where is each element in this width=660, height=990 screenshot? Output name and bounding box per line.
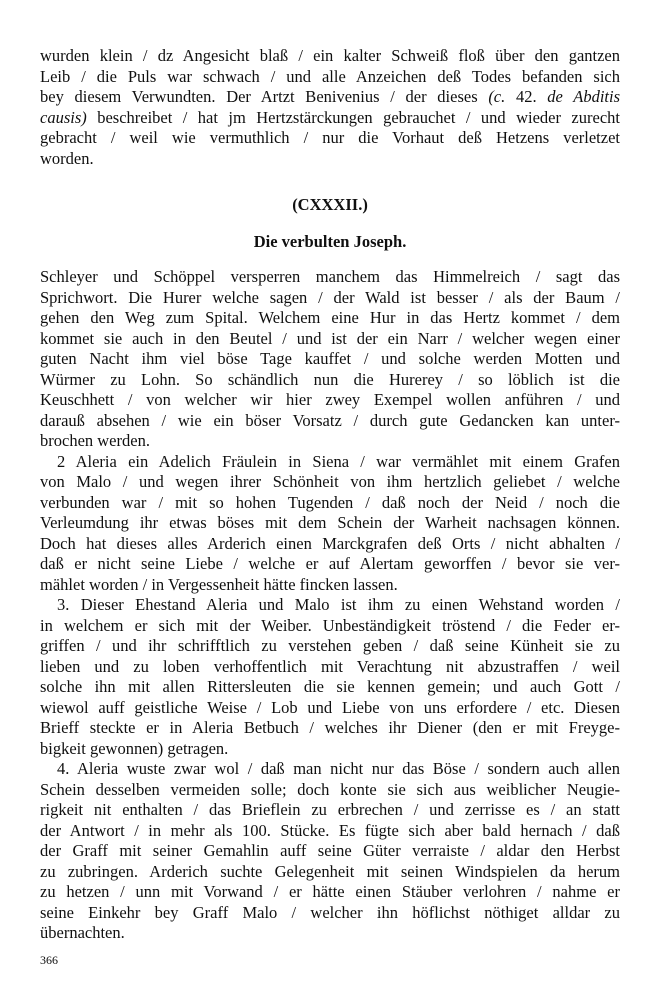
text-segment: mählet worden / in Vergessenheit hätte fincken lassen.: [40, 574, 398, 594]
text-segment: beschreibet / hat jm Hertzstärckungen gebrauchet / und wieder zurecht: [86, 107, 620, 127]
text-segment: rigkeit nit enthalten / das Brieflein zu erbrechen / und zerrisse es / an statt: [40, 800, 620, 819]
text-line: [40, 718, 620, 739]
text-line: [40, 349, 620, 370]
text-line: [40, 759, 620, 780]
text-segment: brochen werden.: [40, 431, 150, 450]
italic-text-segment: causis): [40, 107, 87, 127]
text-line: [40, 493, 620, 514]
text-line: [40, 149, 620, 170]
text-segment: kommet sie auch in den Beutel / und ist der ein Narr / welcher wegen einer: [40, 328, 620, 348]
text-line: [40, 616, 620, 637]
text-segment: 2 Aleria ein Adelich Fräulein in Siena / war vermählet mit einem Grafen: [57, 451, 620, 471]
text-segment: von Malo / und wegen ihrer Schönheit von ihm hertzlich geliebet / welche: [40, 472, 620, 491]
text-segment: Sprichwort. Die Hurer welche sagen / der Wald ist besser / als der Baum /: [40, 287, 620, 307]
text-line: [40, 452, 620, 473]
text-segment: zu hetzen / unn mit Vorwand / er hätte einen Stäuber verlohren / nahme er: [40, 882, 620, 901]
text-line: [40, 677, 620, 698]
text-line: [40, 903, 620, 924]
text-line: [40, 534, 620, 555]
text-segment: wurden klein / dz Angesicht blaß / ein kalter Schweiß floß über den gantzen: [40, 46, 620, 65]
text-segment: verbunden war / mit so hohen Tugenden / daß noch der Neid / noch die: [40, 492, 620, 512]
text-line: [40, 841, 620, 862]
chapter-heading: (CXXXII.): [292, 195, 368, 214]
text-segment: solche ihn mit allen Rittersleuten die sie kennen gemein; und auch Gott /: [40, 677, 620, 696]
paragraph: [40, 267, 620, 452]
text-segment: Verleumdung ihr etwas böses mit dem Schein der Warheit nachsagen können.: [40, 513, 620, 532]
text-line: [40, 390, 620, 411]
text-segment: Brieff steckte er in Aleria Betbuch / welches ihr Diener (den er mit Freyge-: [40, 718, 620, 737]
text-segment: gebracht / weil wie vermuthlich / nur die Vorhaut deß Hetzens verletzet: [40, 128, 620, 147]
text-line: [40, 288, 620, 309]
text-segment: wiewol auff geistliche Weise / Lob und Liebe von uns erfordere / etc. Diesen: [40, 697, 620, 717]
text-segment: Schein desselben vermeiden solle; doch konte sie sich aus weiblicher Neugie-: [40, 779, 620, 799]
text-line: [40, 87, 620, 108]
italic-text-segment: de Abditis: [547, 87, 620, 106]
text-line: [40, 46, 620, 67]
text-line: [40, 108, 620, 129]
text-line: [40, 882, 620, 903]
text-segment: bey diesem Verwundten. Der Artzt Benivenius / der dieses: [40, 87, 489, 106]
text-segment: der Graff mit seiner Gemahlin auff seine Güter verraiste / aldar den Herbst: [40, 841, 620, 860]
text-segment: gehen den Weg zum Spital. Welchem eine Hur in das Hertz kommet / dem: [40, 308, 620, 327]
text-line: [40, 431, 620, 452]
italic-text-segment: (c.: [488, 87, 506, 106]
paragraph: [40, 595, 620, 759]
text-line: [40, 67, 620, 88]
paragraph: [40, 46, 620, 169]
text-segment: Leib / die Puls war schwach / und alle Anzeichen deß Todes befanden sich: [40, 66, 620, 86]
text-segment: darauß absehen / wie ein böser Vorsatz / durch gute Gedancken kan unter-: [40, 410, 620, 430]
text-segment: Doch hat dieses alles Arderich einen Marckgrafen deß Orts / nicht abhalten /: [40, 533, 620, 553]
text-segment: zu zubringen. Arderich suchte Gelegenheit mit seinen Windspielen da herum: [40, 861, 620, 881]
text-segment: 3. Dieser Ehestand Aleria und Malo ist ihm zu einen Wehstand worden /: [57, 595, 620, 614]
text-line: [40, 862, 620, 883]
text-line: [40, 595, 620, 616]
text-line: [40, 308, 620, 329]
text-segment: Schleyer und Schöppel versperren manchem das Himmelreich / sagt das: [40, 267, 620, 286]
text-line: [40, 800, 620, 821]
text-line: [40, 739, 620, 760]
text-line: [40, 575, 620, 596]
text-segment: 42.: [505, 87, 548, 106]
page-number: 366: [40, 952, 58, 967]
text-line: [40, 636, 620, 657]
text-line: [40, 267, 620, 288]
section-title: Die verbulten Joseph.: [253, 231, 407, 251]
text-segment: lieben und zu loben verhoffentlich mit Verachtung nit abzustraffen / weil: [40, 656, 620, 676]
text-segment: griffen / und ihr schrifftlich zu verstehen geben / daß seine Künheit sie zu: [40, 636, 620, 655]
text-segment: daß er nicht seine Liebe / welche er auf Alertam geworffen / bevor sie ver-: [40, 554, 620, 573]
text-line: [40, 698, 620, 719]
text-segment: worden.: [40, 148, 94, 168]
text-segment: bigkeit gewonnen) getragen.: [40, 738, 229, 758]
text-segment: Keuschhett / von welcher wir hier zwey Exempel wollen anführen / und: [40, 390, 620, 409]
text-line: [40, 554, 620, 575]
paragraph: [40, 452, 620, 596]
paragraph: [40, 759, 620, 944]
text-segment: Würmer zu Lohn. So schändlich nun die Hurerey / so löblich ist die: [40, 369, 620, 389]
text-line: [40, 513, 620, 534]
text-segment: 4. Aleria wuste zwar wol / daß man nicht nur das Böse / sondern auch allen: [57, 759, 620, 778]
text-segment: seine Einkehr bey Graff Malo / welcher ihn höflichst nöthiget alldar zu: [40, 902, 620, 922]
text-segment: guten Nacht ihm viel böse Tage kauffet / und solche werden Motten und: [40, 349, 620, 368]
body-text: [40, 46, 620, 944]
text-line: [40, 780, 620, 801]
text-segment: in welchem er sich mit der Weiber. Unbeständigkeit tröstend / die Feder er-: [40, 615, 620, 635]
text-line: [40, 821, 620, 842]
text-line: [40, 329, 620, 350]
text-line: [40, 472, 620, 493]
text-segment: übernachten.: [40, 923, 125, 942]
text-line: [40, 657, 620, 678]
text-segment: der Antwort / in mehr als 100. Stücke. Es fügte sich aber bald hernach / daß: [40, 820, 620, 840]
text-line: [40, 923, 620, 944]
text-line: [40, 411, 620, 432]
text-line: [40, 128, 620, 149]
text-line: [40, 370, 620, 391]
